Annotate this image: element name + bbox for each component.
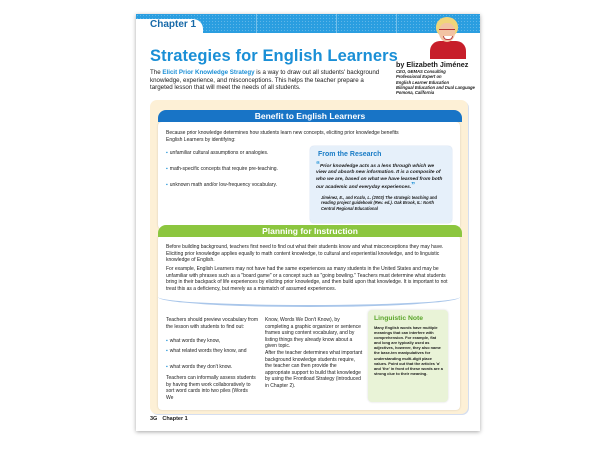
page-footer bbox=[150, 416, 188, 422]
author-credential: Bilingual Education and Dual Language bbox=[396, 84, 475, 90]
research-heading: From the Research bbox=[318, 151, 382, 158]
col2-para-2: After the teacher determines what important background knowledge students require, the teacher can then provide the appropriate support to build that knowledge by using the Frontload Strategy (introduced in Chapter 2). bbox=[265, 350, 363, 389]
author-name: by Elizabeth Jiménez bbox=[396, 60, 469, 69]
linguistic-note-text: Many English words have multiple meanings that can interfere with comprehension. For example, flat and long are typically used as adjectives, however, they also name the base-ten manipulatives for understanding multi-digit place values. Point out that the articles 'a' and 'the' in front of these words are a strong clue to their meaning. bbox=[374, 325, 443, 376]
benefit-bullet: ▪ unfamiliar cultural assumptions or analogies. bbox=[166, 150, 269, 156]
open-quote-icon: “ bbox=[316, 160, 320, 169]
author-credential: Pomona, California bbox=[396, 90, 435, 96]
planning-heading: Planning for Instruction bbox=[158, 225, 462, 237]
vocab-bullet: ▪ what related words they know, and bbox=[166, 348, 247, 354]
vocab-intro: Teachers should preview vocabulary from the lesson with students to find out: bbox=[166, 317, 258, 330]
document-page bbox=[136, 14, 480, 431]
chapter-label: Chapter 1 bbox=[150, 19, 197, 30]
planning-card bbox=[158, 235, 460, 410]
author-block bbox=[396, 61, 480, 95]
benefit-bullet: ▪ math-specific concepts that require pre-teaching. bbox=[166, 166, 278, 172]
close-quote-icon: ” bbox=[411, 180, 416, 190]
section-divider bbox=[158, 297, 460, 307]
author-credential: Professional Expert on bbox=[396, 74, 442, 80]
benefit-bullet: ▪ unknown math and/or low-frequency vocabulary. bbox=[166, 182, 277, 188]
vocab-bullet: ▪ what words they don't know. bbox=[166, 364, 233, 370]
linguistic-note-heading: Linguistic Note bbox=[374, 315, 424, 322]
col2-para-1: Know, Words We Don't Know), by completing a graphic organizer or sentence frames using content vocabulary, and by listing things they already know about a given topic. bbox=[265, 317, 361, 350]
strategy-name: Elicit Prior Knowledge Strategy bbox=[162, 69, 255, 76]
page-title: Strategies for English Learners bbox=[150, 47, 398, 65]
linguistic-note bbox=[368, 310, 448, 402]
intro-paragraph: The Elicit Prior Knowledge Strategy is a way to draw out all students' background knowledge, experience, and misconceptions. This helps the teacher prepare a targeted lesson that will meet the needs of all students. bbox=[150, 69, 380, 92]
benefit-card bbox=[158, 122, 460, 229]
research-quote: “Prior knowledge acts as a lens through which we view and absorb new information. It is a composite of who we are, based on what we have learned from both our academic and everyday experiences.” bbox=[316, 160, 443, 190]
author-photo bbox=[426, 14, 470, 59]
page-number: 3G bbox=[150, 416, 158, 422]
benefit-heading: Benefit to English Learners bbox=[158, 110, 462, 122]
author-credential: English Learner Education bbox=[396, 79, 450, 85]
benefit-intro: Because prior knowledge determines how students learn new concepts, eliciting prior knowledge benefits English Learners by identifying: bbox=[166, 130, 399, 143]
assess-paragraph: Teachers can informally assess students by having them work collaboratively to sort word cards into two piles (Words We bbox=[166, 375, 256, 401]
content-box bbox=[150, 100, 468, 414]
footer-chapter: Chapter 1 bbox=[162, 416, 188, 422]
planning-para-1: Before building background, teachers first need to find out what their students know and what misconceptions they may have. Eliciting prior knowledge applies equally to math content knowledge, to cultural and experiential knowledge, and to linguistic knowledge of English. bbox=[166, 244, 444, 264]
research-callout bbox=[310, 146, 452, 223]
vocab-bullet: ▪ what words they know, bbox=[166, 338, 221, 344]
research-citation: Jiménez, E., and Kozlo, L. (2003) The strategic teaching and reading project guidebook (Rev. ed.). Oak Brook, IL: North Central Regional Educational bbox=[321, 195, 438, 211]
planning-para-2: For example, English Learners may not have had the same experiences as many students in the United States and may be unfamiliar with phrases such as a "board game" or a concept such as "going bowling." Teachers must determine what students bring in their backpack of life experiences by eliciting prior knowledge, and then build upon that knowledge. It is important to not treat this as a deficiency, but merely as a mismatch of assumed experiences. bbox=[166, 266, 448, 292]
author-credential: CEO, GEMAS Consulting bbox=[396, 69, 446, 74]
